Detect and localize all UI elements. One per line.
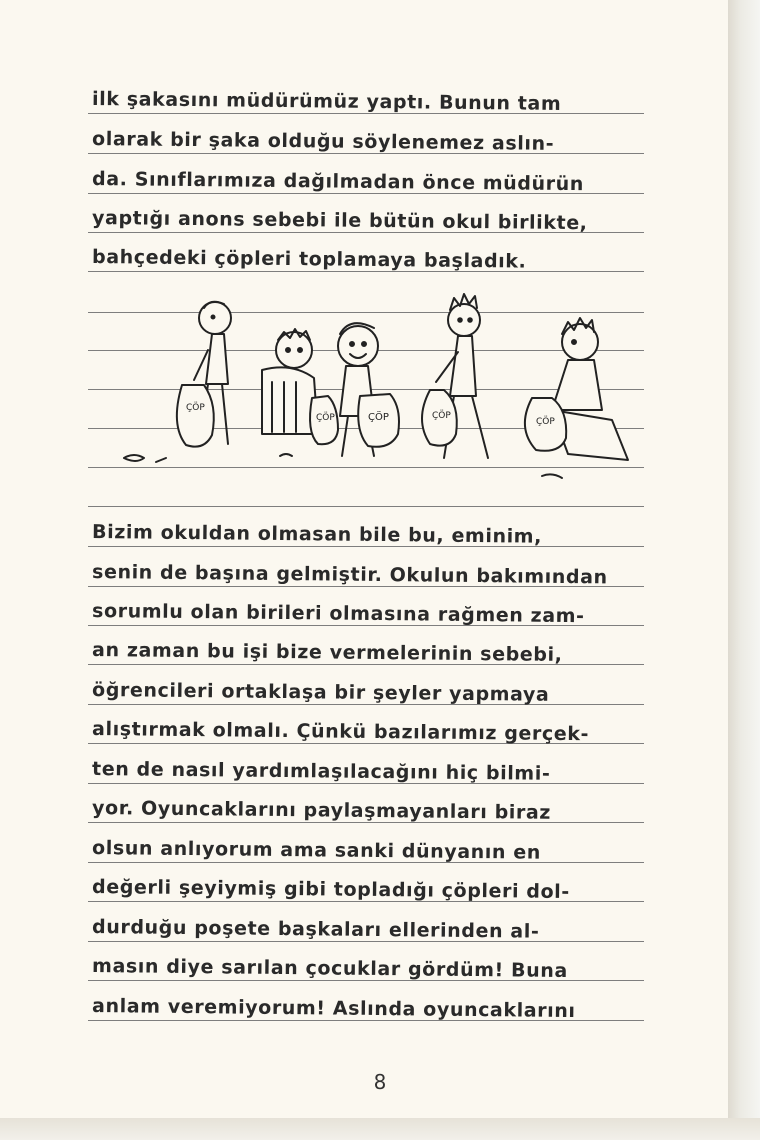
text-line: anlam veremiyorum! Aslında oyuncaklarını bbox=[92, 995, 576, 1023]
text-line: ten de nasıl yardımlaşılacağını hiç bilmi- bbox=[92, 758, 551, 785]
litter bbox=[124, 454, 562, 478]
bag-label: ÇÖP bbox=[186, 403, 205, 413]
text-line: Bizim okuldan olmasan bile bu, eminim, bbox=[92, 521, 543, 548]
text-line: ilk şakasını müdürümüz yaptı. Bunun tam bbox=[92, 88, 562, 115]
text-line: da. Sınıflarımıza dağılmadan önce müdürün bbox=[92, 168, 585, 196]
text-line: senin de başına gelmiştir. Okulun bakımından bbox=[92, 561, 608, 589]
text-line: yor. Oyuncaklarını paylaşmayanları biraz bbox=[92, 797, 552, 824]
text-line: an zaman bu işi bize vermelerinin sebebi, bbox=[92, 639, 563, 666]
ruled-line bbox=[88, 506, 644, 507]
ruled-line bbox=[88, 862, 644, 863]
page-number: 8 bbox=[373, 1070, 387, 1094]
trash-bag bbox=[525, 398, 566, 451]
text-line: sorumlu olan birileri olmasına rağmen zam- bbox=[92, 600, 585, 628]
text-line: alıştırmak olmalı. Çünkü bazılarımız gerçek- bbox=[92, 718, 590, 746]
text-line: yaptığı anons sebebi ile bütün okul birlikte, bbox=[92, 207, 588, 235]
bag-label: ÇÖP bbox=[368, 412, 389, 423]
text-line: olarak bir şaka olduğu söylenemez aslın- bbox=[92, 128, 555, 155]
ruled-line bbox=[88, 704, 644, 705]
bag-label: ÇÖP bbox=[536, 417, 555, 427]
trash-bag bbox=[422, 390, 457, 446]
book-gutter-shadow bbox=[728, 0, 760, 1140]
kids-collecting-trash-illustration bbox=[112, 290, 632, 490]
text-line: bahçedeki çöpleri toplamaya başladık. bbox=[92, 246, 527, 273]
ruled-line bbox=[88, 941, 644, 942]
bag-label: ÇÖP bbox=[316, 413, 335, 423]
trash-bag bbox=[358, 394, 399, 447]
text-line: öğrencileri ortaklaşa bir şeyler yapmaya bbox=[92, 679, 550, 706]
text-line: değerli şeyiymiş gibi topladığı çöpleri dol- bbox=[92, 876, 570, 904]
ruled-line bbox=[88, 153, 644, 154]
ruled-line bbox=[88, 783, 644, 784]
ruled-line bbox=[88, 546, 644, 547]
page-bottom-edge bbox=[0, 1118, 760, 1140]
trash-bag bbox=[177, 385, 214, 447]
text-line: masın diye sarılan çocuklar gördüm! Buna bbox=[92, 955, 568, 982]
text-line: durduğu poşete başkaları ellerinden al- bbox=[92, 916, 540, 943]
ruled-line bbox=[88, 822, 644, 823]
bag-label: ÇÖP bbox=[432, 411, 451, 421]
trash-bag bbox=[310, 396, 338, 444]
text-line: olsun anlıyorum ama sanki dünyanın en bbox=[92, 837, 542, 864]
ruled-line bbox=[88, 271, 644, 272]
